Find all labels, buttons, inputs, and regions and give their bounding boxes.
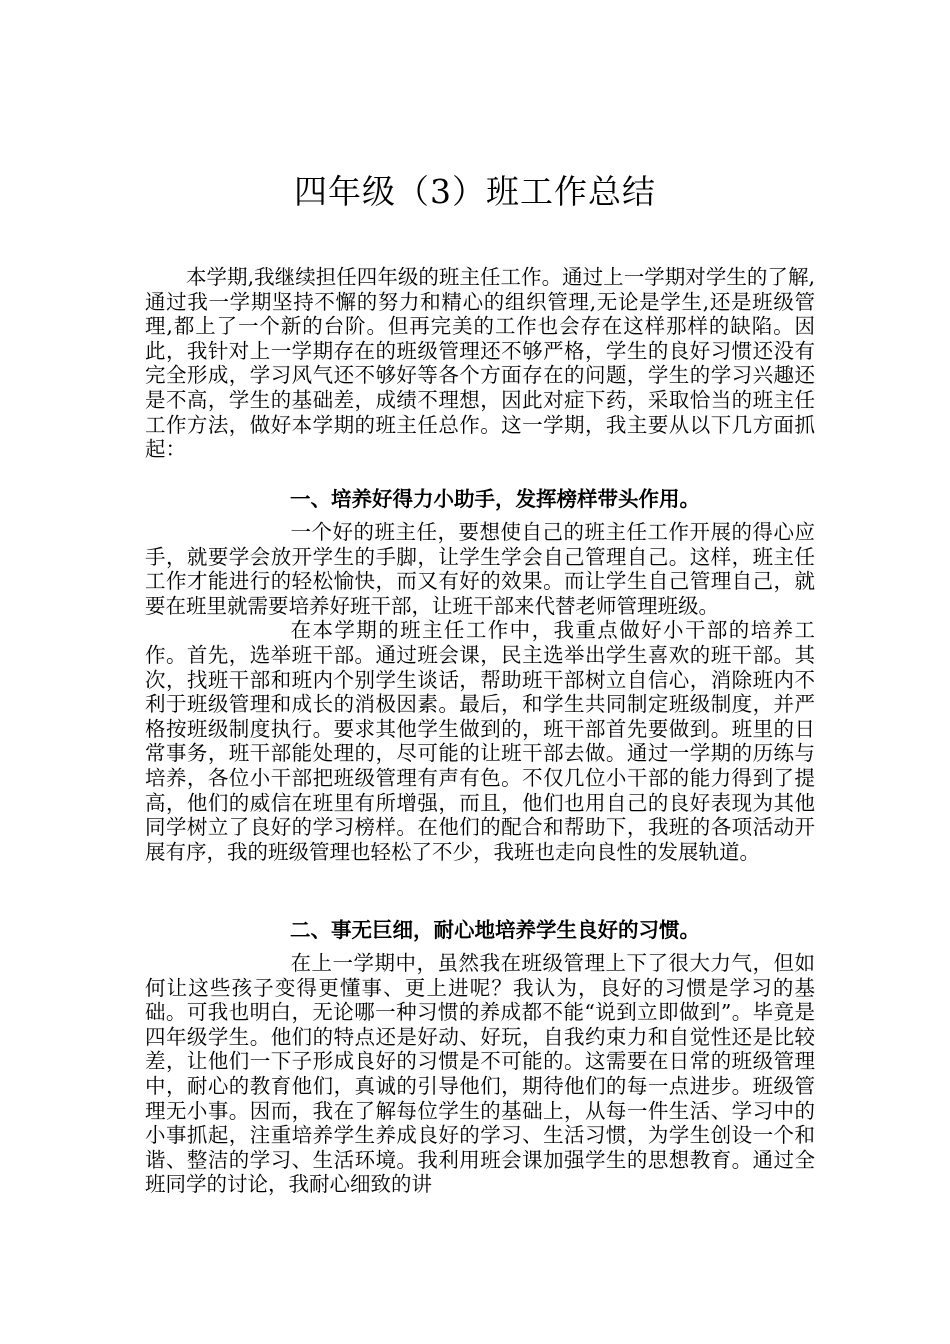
section2-body [145,951,815,1197]
section2-paragraph-1: 在上一学期中，虽然我在班级管理上下了很大力气，但如何让这些孩子变得更懂事、更上进呢？我认为，良好的习惯是学习的基础。可我也明白，无论哪一种习惯的养成都不能“说到立即做到”。毕竟是四年级学生。他们的特点还是好动、好玩，自我约束力和自觉性还是比较差，让他们一下子形成良好的习惯是不可能的。这需要在日常的班级管理中，耐心的教育他们，真诚的引导他们，期待他们的每一点进步。班级管理无小事。因而，我在了解每位学生的基础上，从每一件生活、学习中的小事抓起，注重培养学生养成良好的学习、生活习惯，为学生创设一个和谐、整洁的学习、生活环境。我利用班会课加强学生的思想教育。通过全班同学的讨论，我耐心细致的讲 [145,951,815,1197]
section1-paragraph-1: 一个好的班主任，要想使自己的班主任工作开展的得心应手，就要学会放开学生的手脚，让学生学会自己管理自己。这样，班主任工作才能进行的轻松愉快，而又有好的效果。而让学生自己管理自己，就要在班里就需要培养好班干部，让班干部来代替老师管理班级。 [145,520,815,618]
section2-heading-block [145,908,815,952]
section1-paragraph-2: 在本学期的班主任工作中，我重点做好小干部的培养工作。首先，选举班干部。通过班会课，民主选举出学生喜欢的班干部。其次，找班干部和班内个别学生谈话，帮助班干部树立自信心，消除班内不利于班级管理和成长的消极因素。最后，和学生共同制定班级制度，并严格按班级制度执行。要求其他学生做到的，班干部首先要做到。班里的日常事务，班干部能处理的，尽可能的让班干部去做。通过一学期的历练与培养，各位小干部把班级管理有声有色。不仅几位小干部的能力得到了提高，他们的威信在班里有所增强，而且，他们也用自己的良好表现为其他同学树立了良好的学习榜样。在他们的配合和帮助下，我班的各项活动开展有序，我的班级管理也轻松了不少，我班也走向良性的发展轨道。 [145,618,815,864]
section1-body [145,520,815,864]
section1-heading-block [145,477,815,521]
section1-heading: 一、培养好得力小助手，发挥榜样带头作用。 [290,487,700,511]
intro-section [145,265,815,462]
section2-heading: 二、事无巨细，耐心地培养学生良好的习惯。 [290,918,700,942]
document-title: 四年级（3）班工作总结 [294,172,656,211]
intro-paragraph: 本学期,我继续担任四年级的班主任工作。通过上一学期对学生的了解,通过我一学期坚持不懈的努力和精心的组织管理,无论是学生,还是班级管理,都上了一个新的台阶。但再完美的工作也会存在这样那样的缺陷。因此，我针对上一学期存在的班级管理还不够严格，学生的良好习惯还没有完全形成，学习风气还不够好等各个方面存在的问题，学生的学习兴趣还是不高，学生的基础差，成绩不理想，因此对症下药，采取恰当的班主任工作方法，做好本学期的班主任总作。这一学期，我主要从以下几方面抓起： [145,265,815,462]
